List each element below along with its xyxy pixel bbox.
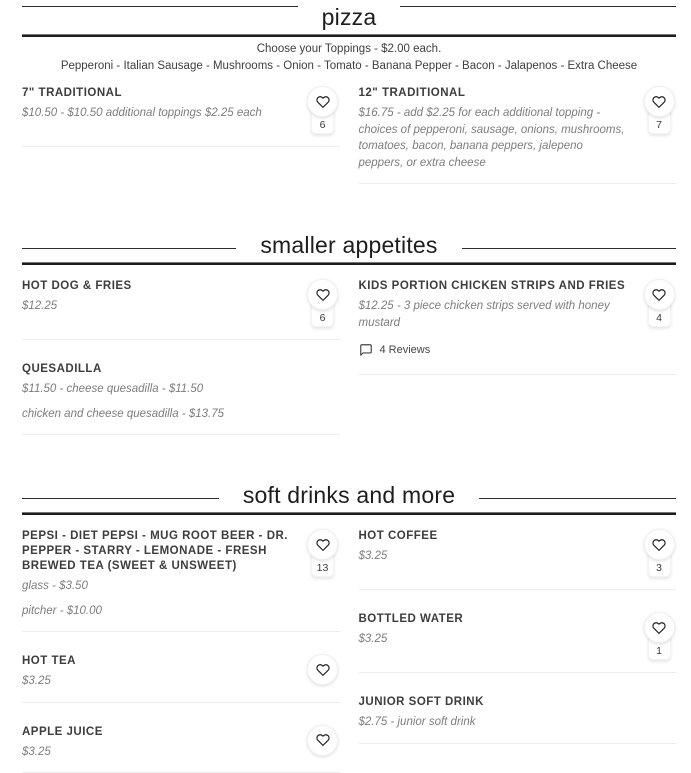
heart-outline-icon: [644, 529, 675, 560]
menu-item-7in-traditional: [22, 76, 340, 147]
column-left: [22, 519, 340, 773]
section-title: smaller appetites: [236, 228, 461, 262]
section-title: pizza: [298, 0, 401, 34]
section-title: soft drinks and more: [219, 478, 479, 512]
item-text: [359, 695, 677, 731]
item-price-line: $12.25: [22, 298, 294, 315]
section-header: [22, 228, 676, 262]
item-name: HOT DOG & FRIES: [22, 279, 294, 294]
item-name: KIDS PORTION CHICKEN STRIPS AND FRIES: [359, 279, 631, 294]
heart-outline-icon: [307, 725, 338, 756]
item-price-line: $3.25: [359, 548, 631, 565]
section-columns: [22, 76, 676, 184]
favorite-button[interactable]: [306, 529, 340, 577]
item-price-line: $3.25: [359, 631, 631, 648]
item-text: [359, 612, 631, 648]
column-left: [22, 269, 340, 435]
toppings-intro-line2: Pepperoni - Italian Sausage - Mushrooms - Onion - Tomato - Banana Pepper - Bacon - Jalapenos - Extra Cheese: [22, 58, 676, 75]
item-price-line: $11.50 - cheese quesadilla - $11.50: [22, 381, 340, 398]
column-right: [359, 76, 677, 184]
favorite-button[interactable]: [306, 86, 340, 134]
heart-outline-icon: [644, 86, 675, 117]
favorite-button[interactable]: [306, 725, 340, 756]
favorite-count-badge: 13: [311, 551, 334, 577]
menu-item-bottled-water: [359, 590, 677, 673]
item-name: HOT TEA: [22, 654, 294, 669]
section-smaller-appetites: [22, 228, 676, 435]
favorite-button[interactable]: [306, 279, 340, 327]
favorite-button[interactable]: [642, 86, 676, 134]
heart-outline-icon: [307, 86, 338, 117]
favorite-count-badge: 1: [648, 634, 671, 660]
item-price-line: $3.25: [22, 744, 294, 761]
item-price-line: $12.25 - 3 piece chicken strips served with honey mustard: [359, 298, 631, 331]
item-price-line-2: chicken and cheese quesadilla - $13.75: [22, 406, 340, 423]
item-text: [22, 86, 294, 122]
favorite-count-badge: 6: [311, 301, 334, 327]
section-header: [22, 478, 676, 512]
item-name: 7" TRADITIONAL: [22, 86, 294, 101]
section-rule: [22, 262, 676, 265]
menu-item-quesadilla: [22, 340, 340, 435]
menu-item-hot-coffee: [359, 519, 677, 590]
item-price-line: $2.75 - junior soft drink: [359, 714, 677, 731]
reviews-link[interactable]: [359, 343, 431, 357]
column-right: [359, 269, 677, 375]
item-name: APPLE JUICE: [22, 725, 294, 740]
menu-item-apple-juice: [22, 703, 340, 773]
menu-item-12in-traditional: [359, 76, 677, 184]
heart-outline-icon: [644, 612, 675, 643]
item-price-line: $10.50 - $10.50 additional toppings $2.25 each: [22, 105, 294, 122]
heart-outline-icon: [307, 279, 338, 310]
favorite-button[interactable]: [642, 279, 676, 327]
item-name: BOTTLED WATER: [359, 612, 631, 627]
menu-item-hot-dog-fries: [22, 269, 340, 340]
menu-item-fountain-drinks: [22, 519, 340, 632]
speech-bubble-icon: [359, 343, 373, 357]
item-price-line: glass - $3.50: [22, 578, 294, 595]
section-rule: [22, 512, 676, 515]
item-text: [22, 279, 294, 315]
menu-item-kids-chicken-strips: [359, 269, 677, 375]
section-header: [22, 0, 676, 34]
menu-item-junior-soft-drink: [359, 673, 677, 744]
item-text: [359, 279, 631, 362]
item-name: PEPSI - DIET PEPSI - MUG ROOT BEER - DR. PEPPER - STARRY - LEMONADE - FRESH BREWED TEA (SWEET & UNSWEET): [22, 529, 294, 574]
section-rule: [22, 34, 676, 37]
item-text: [22, 362, 340, 422]
favorite-button[interactable]: [642, 612, 676, 660]
item-price-line: $3.25: [22, 673, 294, 690]
favorite-count-badge: 4: [648, 301, 671, 327]
favorite-count-badge: 7: [648, 108, 671, 134]
heart-outline-icon: [644, 279, 675, 310]
item-price-line: $16.75 - add $2.25 for each additional topping - choices of pepperoni, sausage, onions, mushrooms, tomatoes, bacon, banana peppers, jalepeno peppers, or extra cheese: [359, 105, 631, 171]
section-columns: [22, 269, 676, 435]
item-text: [22, 725, 294, 761]
item-price-line-2: pitcher - $10.00: [22, 603, 294, 620]
reviews-label: 4 Reviews: [380, 344, 431, 356]
favorite-button[interactable]: [306, 654, 340, 685]
section-soft-drinks: [22, 478, 676, 773]
section-columns: [22, 519, 676, 773]
column-left: [22, 76, 340, 147]
item-text: [359, 86, 631, 171]
favorite-button[interactable]: [642, 529, 676, 577]
item-name: JUNIOR SOFT DRINK: [359, 695, 677, 710]
item-text: [22, 529, 294, 619]
item-name: 12" TRADITIONAL: [359, 86, 631, 101]
item-text: [359, 529, 631, 565]
favorite-count-badge: 3: [648, 551, 671, 577]
favorite-count-badge: 6: [311, 108, 334, 134]
column-right: [359, 519, 677, 744]
menu-item-hot-tea: [22, 632, 340, 703]
heart-outline-icon: [307, 529, 338, 560]
toppings-intro-line1: Choose your Toppings - $2.00 each.: [22, 41, 676, 58]
item-name: QUESADILLA: [22, 362, 340, 377]
heart-outline-icon: [307, 654, 338, 685]
item-name: HOT COFFEE: [359, 529, 631, 544]
item-text: [22, 654, 294, 690]
section-pizza: [22, 0, 676, 184]
